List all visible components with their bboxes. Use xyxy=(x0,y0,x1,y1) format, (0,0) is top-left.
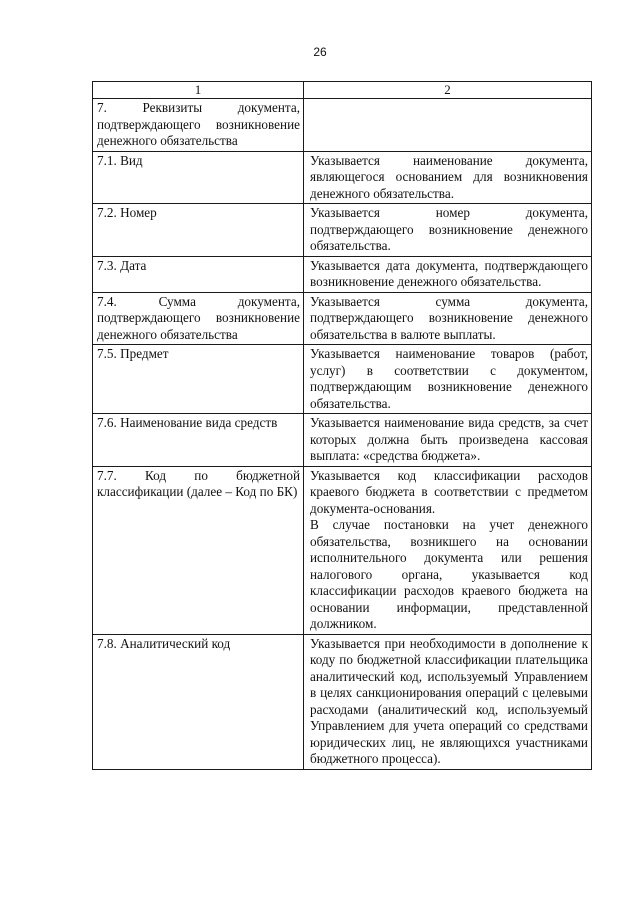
requisites-table xyxy=(92,81,592,770)
field-description-cell: Указывается наименование документа, являющегося основанием для возникновения денежного обязательства. xyxy=(304,151,592,204)
field-description-cell: Указывается дата документа, подтверждающего возникновение денежного обязательства. xyxy=(304,256,592,292)
table-header-row xyxy=(93,82,592,99)
field-name-cell: 7. Реквизиты документа, подтверждающего возникновение денежного обязательства xyxy=(93,99,304,152)
table-row xyxy=(93,292,592,345)
table-row xyxy=(93,256,592,292)
field-name-cell: 7.4. Сумма документа, подтверждающего возникновение денежного обязательства xyxy=(93,292,304,345)
table-row xyxy=(93,634,592,769)
field-description-cell: Указывается наименование товаров (работ, услуг) в соответствии с документом, подтверждающим возникновение денежного обязательства. xyxy=(304,345,592,414)
column-header-1: 1 xyxy=(93,82,304,99)
field-description-cell: Указывается при необходимости в дополнение к коду по бюджетной классификации плательщика аналитический код, используемый Управлением в целях санкционирования операций с целевыми расходами (аналитический код, используемый Управлением для учета операций со средствами юридических лиц, не являющихся участниками бюджетного процесса). xyxy=(304,634,592,769)
field-description-cell xyxy=(304,466,592,634)
page-number: 26 xyxy=(313,45,327,59)
field-description-cell: Указывается номер документа, подтверждающего возникновение денежного обязательства. xyxy=(304,204,592,257)
field-name-cell: 7.8. Аналитический код xyxy=(93,634,304,769)
field-description-cell: Указывается наименование вида средств, за счет которых должна быть произведена кассовая выплата: «средства бюджета». xyxy=(304,414,592,467)
column-header-2: 2 xyxy=(304,82,592,99)
field-name-cell: 7.6. Наименование вида средств xyxy=(93,414,304,467)
field-description-cell xyxy=(304,99,592,152)
table-row xyxy=(93,466,592,634)
field-description-cell: Указывается сумма документа, подтверждающего возникновение денежного обязательства в валюте выплаты. xyxy=(304,292,592,345)
table-row xyxy=(93,204,592,257)
description-paragraph-extra: В случае постановки на учет денежного обязательства, возникшего на основании исполнительного документа или решения налогового органа, указывается код классификации расходов краевого бюджета на основании информации, представленной должником. xyxy=(310,517,588,631)
field-name-cell: 7.7. Код по бюджетной классификации (далее – Код по БК) xyxy=(93,466,304,634)
table-row xyxy=(93,99,592,152)
table-row xyxy=(93,151,592,204)
field-name-cell: 7.5. Предмет xyxy=(93,345,304,414)
field-name-cell: 7.2. Номер xyxy=(93,204,304,257)
field-name-cell: 7.1. Вид xyxy=(93,151,304,204)
field-name-cell: 7.3. Дата xyxy=(93,256,304,292)
table-row xyxy=(93,414,592,467)
table-row xyxy=(93,345,592,414)
description-paragraph: Указывается код классификации расходов краевого бюджета в соответствии с предметом документа-основания. xyxy=(310,467,588,516)
